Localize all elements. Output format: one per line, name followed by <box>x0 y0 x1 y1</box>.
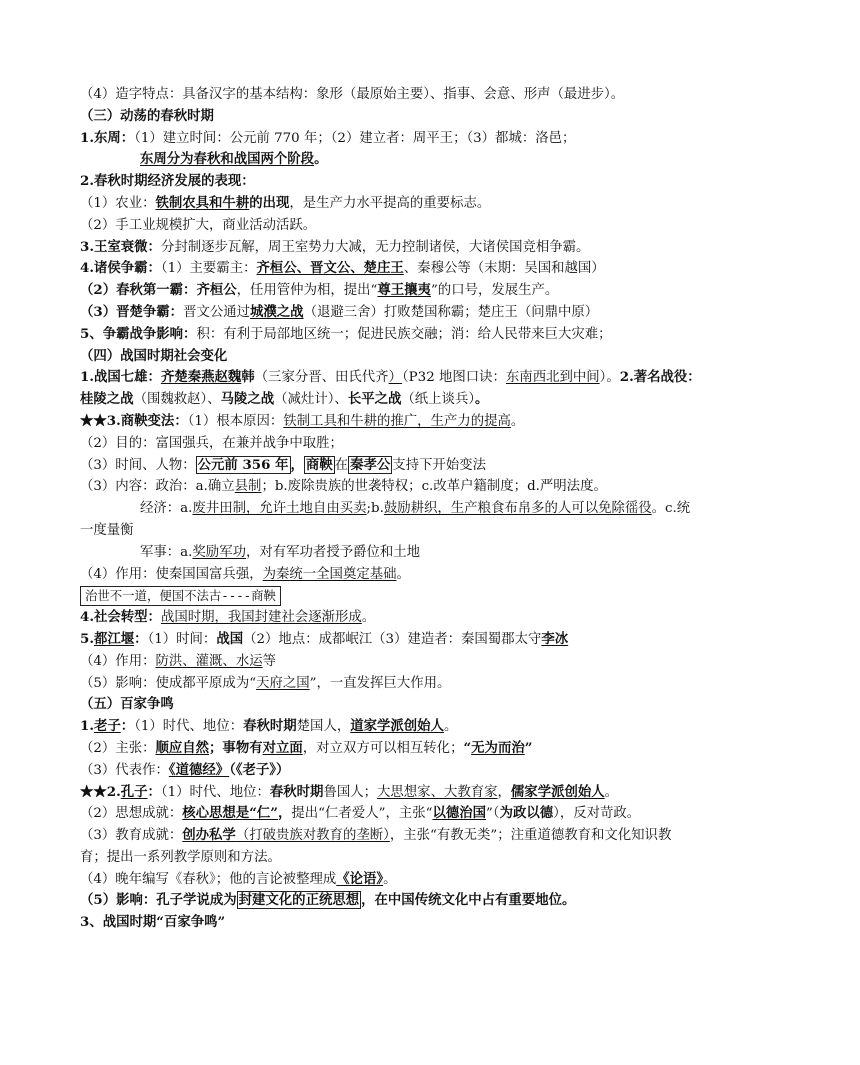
underlined-text: 创办私学 <box>182 827 236 844</box>
text-segment: ” <box>524 739 533 756</box>
underlined-text: 大思想家、大教育家 <box>377 784 498 800</box>
text-segment: （四）战国时期社会变化 <box>80 347 228 364</box>
text-line <box>80 694 780 716</box>
text-segment: 4.诸侯争霸： <box>80 260 161 277</box>
text-segment: 韩 <box>241 369 255 386</box>
text-line <box>80 564 780 586</box>
document-page <box>80 84 780 934</box>
text-line <box>80 629 780 651</box>
text-segment: 3、战国时期“百家争鸣” <box>80 914 226 931</box>
text-segment: 。 <box>443 719 458 735</box>
text-line <box>80 607 780 629</box>
underlined-text: （打破贵族对教育的垄断） <box>235 828 390 844</box>
text-segment: 1.战国七雄： <box>80 369 161 386</box>
underlined-text: 城濮之战 <box>250 303 304 320</box>
text-segment: （1）建立时间：公元前 770 年；（2）建立者：周平王；（3）都城：洛邑； <box>134 130 576 146</box>
text-segment: （3）代表作： <box>80 762 169 778</box>
underlined-text: 《论语》 <box>336 870 384 887</box>
text-segment: （三）动荡的春秋时期 <box>80 107 214 124</box>
underlined-text: 道家学派创始人 <box>350 718 444 735</box>
text-segment: （3）晋楚争霸： <box>80 303 184 320</box>
underlined-text: 顺应自然 <box>155 739 210 756</box>
text-segment: （1）时代、地位： <box>160 784 270 800</box>
quote-box <box>80 586 281 606</box>
text-segment: 2.春秋时期经济发展的表现： <box>80 173 255 190</box>
text-segment: 战国 <box>216 630 244 647</box>
text-segment: （1）时间： <box>147 631 217 647</box>
text-segment: （4）作用： <box>80 653 156 669</box>
text-segment: 分封制逐步瓦解，周王室势力大减，无力控制诸侯，大诸侯国竞相争霸。 <box>160 239 590 255</box>
text-segment: 为政以德 <box>499 805 554 822</box>
text-segment: （P32 地图口诀： <box>401 370 506 386</box>
text-line <box>80 280 780 302</box>
underlined-text: 防洪、灌溉、水运 <box>155 653 263 669</box>
boxed-text: 秦孝公 <box>350 456 391 473</box>
text-segment: ， <box>290 456 304 473</box>
underlined-text: 李冰 <box>541 630 569 647</box>
underlined-text: 以德治国 <box>432 805 487 822</box>
text-segment: （围魏救赵）、 <box>133 392 221 408</box>
text-segment: ”的口号，发展生产。 <box>430 283 559 299</box>
text-segment: ， <box>497 784 511 800</box>
text-segment: （《老子》） <box>229 761 290 778</box>
underlined-text: 孔子 <box>120 783 148 800</box>
text-line <box>80 346 780 368</box>
text-segment: 晋文公通过 <box>183 304 251 320</box>
text-segment: （1）时代、地位： <box>134 719 244 735</box>
text-segment: 提出“仁者爱人”，主张“ <box>291 806 433 822</box>
text-segment: ，对立双方可以相互转化； <box>302 740 464 756</box>
underlined-text: 为秦统一全国奠定基础 <box>262 566 397 582</box>
text-segment: ”，一直发挥巨大作用。 <box>309 675 451 691</box>
text-line <box>80 302 780 324</box>
text-segment: ，任用管仲为相，提出“ <box>236 283 378 299</box>
text-line <box>80 84 780 106</box>
text-segment: （三家分晋、田氏代齐 <box>254 370 389 386</box>
text-line <box>80 411 780 433</box>
text-segment: （4）造字特点：具备汉字的基本结构：象形（最原始主要）、指事、会意、形声（最进步）。 <box>80 87 625 102</box>
underlined-text: 儒家学派创始人 <box>510 783 605 800</box>
text-segment: （5）影响：孔子学说成为 <box>80 892 237 909</box>
text-line <box>80 149 780 171</box>
text-segment: （1）根本原因： <box>187 413 284 429</box>
underlined-text: 废井田制，允许土地自由买卖 <box>192 501 367 517</box>
text-line <box>80 258 780 280</box>
text-line <box>80 106 780 128</box>
text-segment: 一度量衡 <box>80 522 134 538</box>
text-segment: （2）目的：富国强兵，在兼并战争中取胜； <box>80 435 343 451</box>
text-segment: 。 <box>396 566 410 582</box>
underlined-text: 东周分为春秋和战国两个阶段 <box>140 151 315 168</box>
underlined-text: 无为而治 <box>471 739 525 756</box>
text-line <box>80 455 780 477</box>
text-segment: ），反对苛政。 <box>553 806 641 822</box>
text-segment: （5）影响：使成都平原成为“ <box>80 675 257 691</box>
text-segment: 长平之战 <box>347 391 402 408</box>
text-segment: 军事：a. <box>140 544 193 560</box>
underlined-text: 奖励军功 <box>192 544 246 560</box>
text-segment: ，是生产力水平提高的重要标志。 <box>289 195 491 211</box>
text-line <box>80 760 780 782</box>
text-segment: （4）晚年编写《春秋》；他的言论被整理成 <box>80 871 337 887</box>
underlined-text: 天府之国 <box>256 675 310 691</box>
underlined-text: 核心思想是“仁” <box>182 805 279 822</box>
text-segment: 春秋时期 <box>243 718 297 735</box>
text-segment: 楚国人， <box>296 719 351 735</box>
text-line <box>80 367 780 389</box>
text-segment: 。 <box>314 151 328 168</box>
text-line <box>80 716 780 738</box>
text-segment: 等 <box>262 653 276 669</box>
text-segment: （2）思想成就： <box>80 806 183 822</box>
text-line <box>80 520 780 542</box>
underlined-text: 对立面 <box>262 739 303 756</box>
text-segment: 经济：a. <box>140 501 193 517</box>
text-segment: （五）百家争鸣 <box>80 696 174 713</box>
text-line <box>80 912 780 934</box>
underlined-text: 战国时期，我国封建社会逐渐形成 <box>160 610 362 626</box>
text-segment: 在 <box>334 457 349 473</box>
underlined-text: 东南西北到中间 <box>505 370 600 386</box>
text-segment: 马陵之战 <box>220 391 275 408</box>
text-segment: “ <box>463 739 472 756</box>
text-segment: （1）主要霸主： <box>160 261 257 277</box>
text-segment: （2）主张： <box>80 740 156 756</box>
boxed-text: 商鞅 <box>305 456 333 473</box>
text-line <box>80 651 780 673</box>
text-segment: ： <box>120 718 135 735</box>
underlined-text: 铁制工具和牛耕的推广，生产力的提高 <box>283 413 511 429</box>
text-line <box>80 389 780 411</box>
text-segment: 5. <box>80 630 94 647</box>
boxed-text: 封建文化的正统思想 <box>238 892 360 909</box>
text-line <box>80 171 780 193</box>
text-segment: 1. <box>80 718 94 735</box>
text-line <box>80 847 780 869</box>
text-line <box>80 128 780 150</box>
text-segment: 2.著名战役： <box>619 369 701 386</box>
text-segment: 积：有利于局部地区统一；促进民族交融；消：给人民带来巨大灾难； <box>196 326 612 342</box>
text-segment: （3）教育成就： <box>80 828 183 844</box>
text-line <box>80 498 780 520</box>
underlined-text: 老子 <box>93 718 121 735</box>
text-segment: ;b. <box>366 501 384 517</box>
text-segment: ： <box>134 630 148 647</box>
text-line <box>80 738 780 760</box>
text-segment: ，在中国传统文化中占有重要地位。 <box>361 892 576 909</box>
quote-text: 治世不一道，便国不法古----商鞅 <box>85 588 276 604</box>
text-segment: 鲁国人； <box>323 784 378 800</box>
underlined-text: 齐桓公、晋文公、楚庄王 <box>256 260 404 277</box>
text-segment: ；事物有 <box>209 739 263 756</box>
underlined-text: ） <box>388 370 402 386</box>
text-segment: 3.王室衰微： <box>80 238 161 255</box>
text-line <box>80 803 780 825</box>
text-line <box>80 585 780 607</box>
text-line <box>80 869 780 891</box>
text-segment: 。 <box>361 610 376 626</box>
text-segment: （4）作用：使秦国国富兵强， <box>80 566 263 582</box>
text-segment: （3）时间、人物： <box>80 457 196 473</box>
text-segment: （2）地点：成都岷江（3）建造者：秦国蜀郡太守 <box>243 631 542 647</box>
text-segment: 5、争霸战争影响： <box>80 325 197 342</box>
text-line <box>80 237 780 259</box>
text-segment: 、秦穆公等（末期：吴国和越国） <box>403 261 605 277</box>
underlined-text: 县制 <box>234 479 262 495</box>
text-line <box>80 782 780 804</box>
text-line <box>80 542 780 564</box>
text-segment: ”（ <box>486 806 500 822</box>
text-segment: ，主张“有教无类”；注重道德教育和文化知识教 <box>389 828 672 844</box>
boxed-text: 公元前 356 年 <box>197 456 289 473</box>
text-segment: 。 <box>604 784 619 800</box>
text-line <box>80 825 780 847</box>
text-segment: ★★2. <box>80 783 121 800</box>
underlined-text: 鼓励耕织，生产粮食布帛多的人可以免除徭役 <box>383 501 652 517</box>
text-segment: 。 <box>383 871 397 887</box>
underlined-text: 《道德经》 <box>168 761 230 778</box>
text-segment: 。c.统 <box>651 501 691 517</box>
text-segment: （3）内容：政治：a.确立 <box>80 479 235 495</box>
text-segment: ；b.废除贵族的世袭特权；c.改革户籍制度；d.严明法度。 <box>261 479 607 495</box>
text-segment: 。 <box>475 391 489 408</box>
text-segment: （纸上谈兵） <box>401 392 476 408</box>
text-segment: 桂陵之战 <box>80 391 134 408</box>
text-segment: 4.社会转型： <box>80 609 161 626</box>
text-line <box>80 193 780 215</box>
text-segment: 支持下开始变法 <box>392 457 486 473</box>
underlined-text: 尊王攘夷 <box>377 282 431 299</box>
text-segment: ，对有军功者授予爵位和土地 <box>245 544 421 560</box>
text-line <box>80 215 780 237</box>
underlined-text: 都江堰 <box>93 630 135 647</box>
text-segment: ： <box>147 783 161 800</box>
text-segment: 的出现 <box>249 194 290 211</box>
text-segment: ）。 <box>599 370 620 386</box>
text-segment: ★★3.商鞅变法： <box>80 412 188 429</box>
text-segment: 育；提出一系列教学原则和方法。 <box>80 849 281 865</box>
text-line <box>80 890 780 912</box>
text-segment: （2）春秋第一霸：齐桓公 <box>80 282 237 299</box>
underlined-text: 铁制农具和牛耕 <box>155 194 250 211</box>
text-segment: 1.东周： <box>80 129 135 146</box>
text-segment: ， <box>278 805 292 822</box>
text-line <box>80 673 780 695</box>
text-line <box>80 476 780 498</box>
text-segment: 。 <box>510 413 525 429</box>
text-segment: （1）农业： <box>80 195 156 211</box>
text-segment: （退避三舍）打败楚国称霸；楚庄王（问鼎中原） <box>303 304 599 320</box>
underlined-text: 齐楚秦燕赵魏 <box>160 369 242 386</box>
text-line <box>80 433 780 455</box>
text-line <box>80 324 780 346</box>
text-segment: （减灶计）、 <box>274 392 348 408</box>
text-segment: （2）手工业规模扩大，商业活动活跃。 <box>80 217 317 233</box>
text-segment: 春秋时期 <box>269 783 324 800</box>
